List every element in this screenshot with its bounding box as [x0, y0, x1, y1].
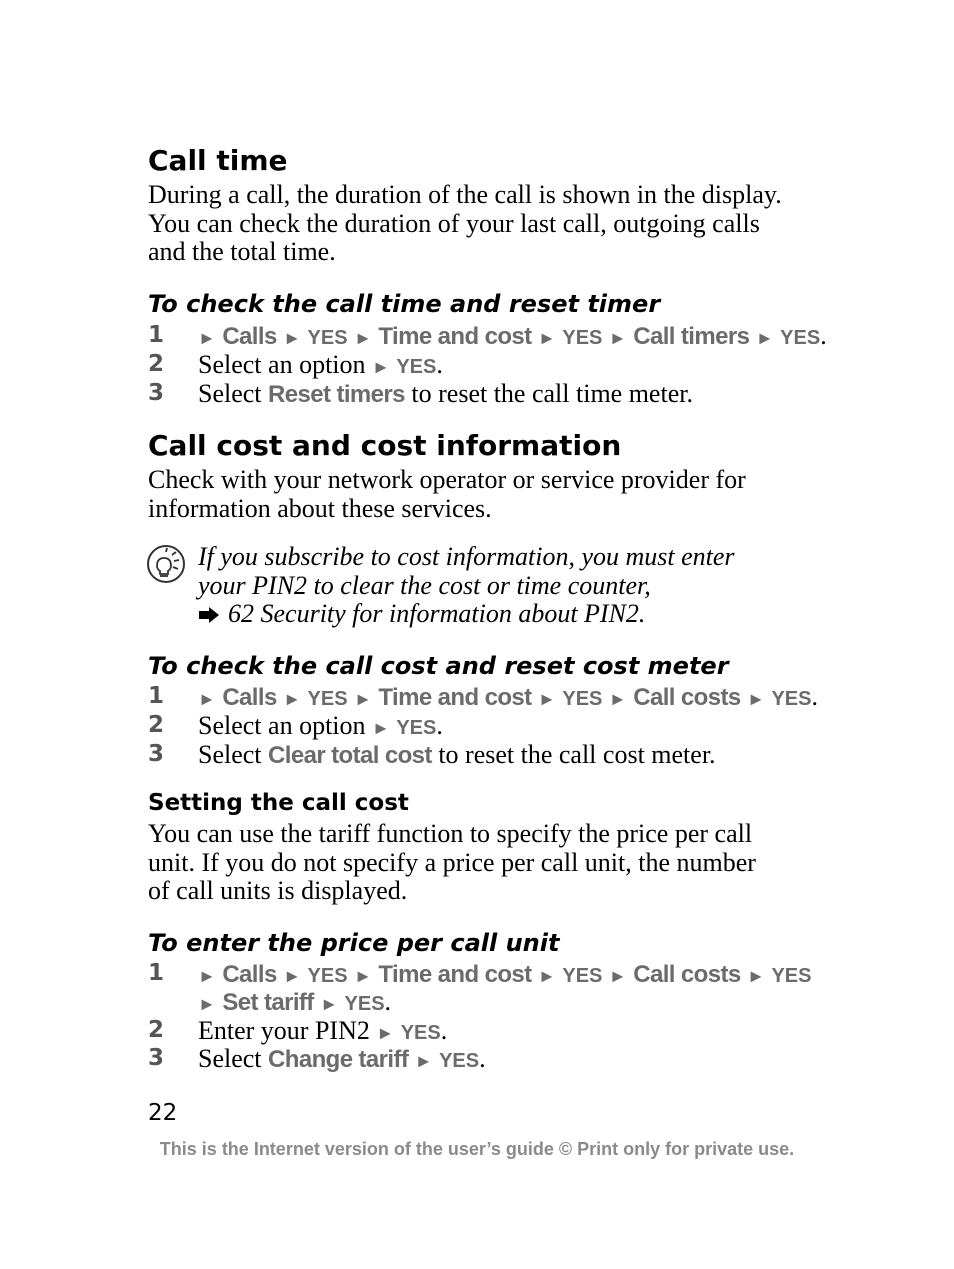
footer-notice: This is the Internet version of the user’s guide © Print only for private use. — [159, 1139, 795, 1159]
menu-item-time-and-cost: Time and cost — [378, 684, 532, 711]
softkey-yes: YES — [562, 965, 603, 987]
menu-item-set-tariff: Set tariff — [222, 989, 314, 1016]
punctuation: . — [436, 711, 443, 740]
step-text: to reset the call cost meter. — [438, 740, 716, 769]
arrow-right-icon: ► — [538, 966, 556, 986]
paragraph-line: You can check the duration of your last call, outgoing calls — [148, 208, 760, 238]
menu-item-calls: Calls — [222, 961, 277, 988]
softkey-yes: YES — [396, 356, 437, 378]
arrow-right-icon: ► — [320, 994, 339, 1014]
arrow-right-icon: ► — [283, 966, 302, 986]
section-heading-call-time: Call time — [148, 144, 288, 177]
page-number: 22 — [148, 1100, 178, 1126]
step-text: Select — [198, 1044, 262, 1073]
menu-item-call-timers: Call timers — [633, 323, 750, 350]
section-heading-call-cost: Call cost and cost information — [148, 429, 622, 462]
step-number: 1 — [148, 960, 165, 986]
arrow-right-icon: ► — [538, 328, 556, 348]
softkey-yes: YES — [771, 688, 812, 710]
step-number: 3 — [148, 380, 165, 406]
call-time-paragraph — [148, 181, 782, 267]
step-text: Enter your PIN2 — [198, 1016, 370, 1045]
step-number: 2 — [148, 1017, 165, 1043]
softkey-yes: YES — [439, 1050, 480, 1072]
arrow-right-icon: ► — [747, 689, 765, 709]
softkey-yes: YES — [400, 1022, 441, 1044]
arrow-right-icon: ► — [747, 966, 765, 986]
arrow-right-icon: ► — [372, 357, 390, 377]
step-text: Select — [198, 379, 262, 408]
step-number: 2 — [148, 712, 165, 738]
arrow-right-icon: ► — [608, 966, 627, 986]
arrow-right-icon: ► — [283, 328, 302, 348]
paragraph-line: You can use the tariff function to specify the price per call — [148, 819, 753, 848]
paragraph-line: of call units is displayed. — [148, 876, 408, 906]
arrow-right-icon: ► — [414, 1051, 433, 1071]
punctuation: . — [440, 1016, 448, 1045]
arrow-right-icon: ► — [608, 328, 627, 348]
softkey-yes: YES — [771, 965, 812, 987]
step-number: 1 — [148, 683, 165, 709]
note-line: If you subscribe to cost information, you must enter — [198, 542, 735, 571]
menu-item-time-and-cost: Time and cost — [378, 323, 532, 350]
menu-item-change-tariff: Change tariff — [268, 1046, 409, 1073]
softkey-yes: YES — [307, 688, 348, 710]
subheading-setting-call-cost: Setting the call cost — [148, 790, 409, 816]
softkey-yes: YES — [344, 993, 385, 1015]
paragraph-line: During a call, the duration of the call is shown in the display. — [148, 180, 782, 209]
punctuation: . — [820, 321, 827, 350]
step-text: Select — [198, 740, 262, 769]
step-text: Select an option — [198, 711, 366, 740]
arrow-right-icon: ► — [198, 966, 216, 986]
setting-paragraph — [148, 820, 756, 906]
menu-item-call-costs: Call costs — [633, 684, 741, 711]
softkey-yes: YES — [562, 688, 603, 710]
tip-note — [198, 543, 735, 629]
softkey-yes: YES — [562, 327, 603, 349]
paragraph-line: and the total time. — [148, 237, 336, 267]
paragraph-line: unit. If you do not specify a price per call unit, the number — [148, 847, 756, 877]
step-number: 3 — [148, 741, 165, 767]
arrow-right-icon: ► — [755, 328, 774, 348]
step-number: 3 — [148, 1045, 165, 1071]
subheading-check-call-time: To check the call time and reset timer — [148, 290, 661, 318]
arrow-right-icon: ► — [283, 689, 302, 709]
softkey-yes: YES — [307, 965, 348, 987]
paragraph-line: information about these services. — [148, 493, 492, 523]
cost-info-paragraph — [148, 466, 746, 523]
arrow-right-icon: ► — [376, 1023, 395, 1043]
arrow-right-icon: ► — [538, 689, 556, 709]
softkey-yes: YES — [396, 717, 437, 739]
arrow-right-icon: ► — [372, 718, 390, 738]
arrow-right-icon: ► — [198, 689, 216, 709]
arrow-right-icon: ► — [198, 994, 216, 1014]
punctuation: . — [811, 682, 818, 711]
menu-item-clear-total-cost: Clear total cost — [268, 742, 432, 769]
subheading-check-call-cost: To check the call cost and reset cost meter — [148, 652, 729, 680]
menu-item-calls: Calls — [222, 323, 277, 350]
tip-lightbulb-icon — [146, 544, 188, 584]
arrow-right-icon: ► — [354, 689, 372, 709]
arrow-right-icon: ► — [198, 328, 216, 348]
step-text: Select an option — [198, 350, 366, 379]
softkey-yes: YES — [307, 327, 348, 349]
paragraph-line: Check with your network operator or service provider for — [148, 465, 746, 494]
arrow-right-icon: ► — [354, 328, 372, 348]
note-line: your PIN2 to clear the cost or time counter, — [198, 570, 651, 600]
punctuation: . — [479, 1044, 486, 1073]
menu-item-reset-timers: Reset timers — [268, 381, 405, 408]
step-number: 2 — [148, 351, 165, 377]
cross-reference-arrow-icon — [198, 602, 220, 631]
menu-item-call-costs: Call costs — [633, 961, 741, 988]
subheading-enter-price: To enter the price per call unit — [148, 929, 560, 957]
step-number: 1 — [148, 322, 165, 348]
menu-item-time-and-cost: Time and cost — [378, 961, 532, 988]
softkey-yes: YES — [780, 327, 821, 349]
menu-item-calls: Calls — [222, 684, 277, 711]
punctuation: . — [436, 350, 443, 379]
arrow-right-icon: ► — [354, 966, 372, 986]
arrow-right-icon: ► — [608, 689, 627, 709]
step-text: to reset the call time meter. — [411, 379, 693, 408]
cross-reference-text: 62 Security for information about PIN2. — [228, 599, 646, 628]
punctuation: . — [384, 987, 392, 1016]
